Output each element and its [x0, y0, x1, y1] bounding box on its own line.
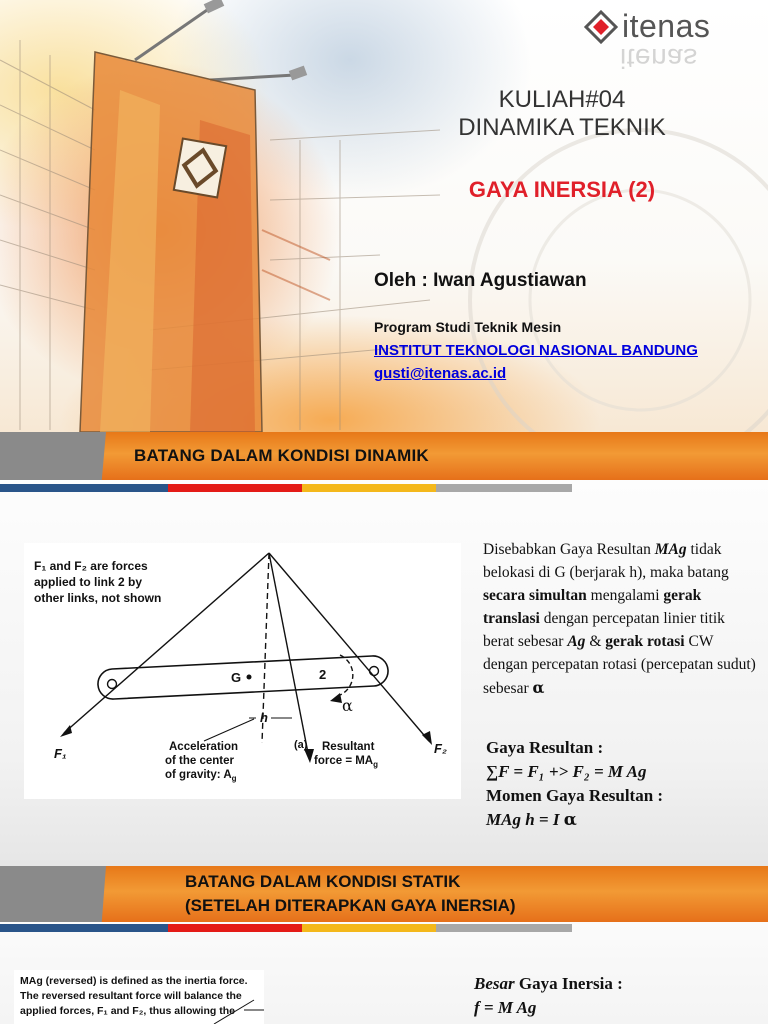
slide-title: BATANG DALAM KONDISI DINAMIK — [134, 446, 429, 465]
static-condition-slide — [0, 866, 768, 1024]
resultant-moment-equation: MAg h = I α — [486, 810, 577, 830]
course-title: DINAMIKA TEKNIK — [458, 114, 666, 141]
explanation-paragraph: Disebabkan Gaya Resultan MAg tidak belokasi di G (berjarak h), maka batang secara simultan mengalami gerak translasi dengan percepatan linier titik berat sebesar Ag & gerak rotasi CW dengan percepatan rotasi (percepatan sudut) sebesar α — [483, 541, 756, 697]
resultant-moment-title: Momen Gaya Resultan : — [486, 786, 664, 805]
lecture-subtitle: GAYA INERSIA (2) — [468, 177, 656, 202]
diamond-logo-icon — [584, 10, 618, 44]
inertia-formula: f = M Ag — [474, 998, 537, 1017]
label-alpha: α — [342, 696, 353, 715]
color-stripes — [0, 484, 572, 492]
fig-label: (a) — [294, 739, 308, 751]
course-number: KULIAH#04 — [498, 86, 626, 113]
diagram-note-2: applied to link 2 by — [34, 575, 143, 589]
institution-link[interactable]: INSTITUT TEKNOLOGI NASIONAL BANDUNG — [374, 342, 698, 359]
diagram-fragment — [14, 970, 264, 1024]
inertia-magnitude-label: Besar Gaya Inersia : — [474, 974, 623, 993]
slide-header — [0, 866, 768, 922]
slide-title-line-1: BATANG DALAM KONDISI STATIK — [185, 872, 461, 891]
slide-header — [0, 432, 768, 480]
header-grey-block — [0, 866, 106, 922]
label-link-2: 2 — [319, 667, 327, 682]
slide-title-line-2: (SETELAH DITERAPKAN GAYA INERSIA) — [185, 896, 516, 915]
resultant-label-1: Resultant — [322, 741, 375, 753]
accel-label-3: of gravity: $A_g$ — [165, 769, 237, 783]
diagram-note-3: other links, not shown — [34, 591, 162, 605]
label-h: h — [260, 710, 268, 725]
header-grey-block — [0, 432, 106, 480]
accel-label-1: Acceleration — [169, 741, 239, 753]
inertia-diagram-snippet — [14, 970, 264, 1024]
force-diagram-svg — [24, 543, 461, 799]
itenas-logo — [584, 8, 710, 45]
label-f2: F₂ — [434, 741, 447, 756]
label-g: G — [231, 670, 242, 685]
accel-label-2: of the center — [165, 755, 235, 767]
brand-name: itenas — [622, 8, 711, 44]
inertia-note: MAg (reversed) is defined as the inertia force. The reversed resultant force will balance the applied forces, F₁ and F₂, thus allowing the — [20, 975, 248, 1017]
label-f1: F₁ — [54, 746, 67, 761]
study-program: Program Studi Teknik Mesin — [374, 319, 562, 335]
link-force-diagram — [24, 543, 461, 799]
brand-name-reflection: itenas — [620, 43, 698, 74]
resultant-label-2: force = $MA_g$ — [314, 755, 379, 769]
color-stripes — [0, 924, 572, 932]
email-link[interactable]: gusti@itenas.ac.id — [374, 365, 507, 382]
dynamic-condition-slide — [0, 432, 768, 866]
resultant-force-title: Gaya Resultan : — [486, 738, 604, 757]
slide-title — [185, 870, 516, 918]
resultant-force-equation: ∑F = F₁ +> F₂ = M Ag — [486, 762, 647, 781]
diagram-note-1: F₁ and F₂ are forces — [34, 559, 148, 573]
title-slide — [0, 0, 768, 432]
author: Oleh : Iwan Agustiawan — [374, 270, 587, 291]
